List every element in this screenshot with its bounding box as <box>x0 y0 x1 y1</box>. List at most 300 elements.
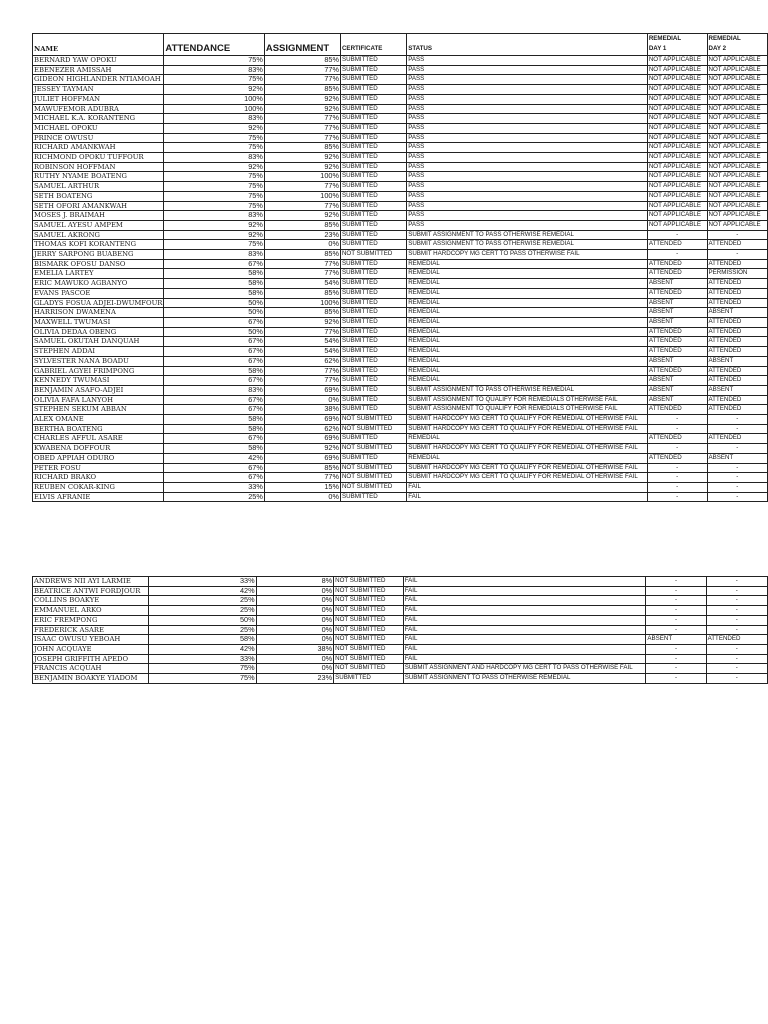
table-row <box>33 395 768 405</box>
remedial-day-2-cell: NOT APPLICABLE <box>707 220 768 230</box>
remedial-day-1-cell: NOT APPLICABLE <box>647 162 707 172</box>
remedial-day-1-cell: NOT APPLICABLE <box>647 75 707 85</box>
table-row <box>33 337 768 347</box>
status-cell: REMEDIAL <box>407 279 648 289</box>
assignment-cell: 85% <box>264 85 340 95</box>
status-cell: FAIL <box>403 606 646 616</box>
status-cell: REMEDIAL <box>407 434 648 444</box>
status-cell: FAIL <box>403 625 646 635</box>
table-row <box>33 453 768 463</box>
remedial-day-2-cell: ABSENT <box>707 385 768 395</box>
remedial-day-2-cell: NOT APPLICABLE <box>707 75 768 85</box>
student-name-cell: MAXWELL TWUMASI <box>33 317 164 327</box>
attendance-cell: 50% <box>164 308 264 318</box>
status-cell: PASS <box>407 133 648 143</box>
remedial-day-1-cell: ATTENDED <box>647 240 707 250</box>
attendance-cell: 67% <box>164 376 264 386</box>
status-cell: REMEDIAL <box>407 366 648 376</box>
certificate-cell: NOT SUBMITTED <box>334 577 404 587</box>
remedial-day-1-cell: ATTENDED <box>647 269 707 279</box>
remedial-day-2-cell: ATTENDED <box>707 259 768 269</box>
student-name-cell: SETH BOATENG <box>33 191 164 201</box>
remedial-day-1-cell: NOT APPLICABLE <box>647 65 707 75</box>
attendance-cell: 50% <box>148 615 256 625</box>
table-row <box>33 415 768 425</box>
remedial-day-2-cell: - <box>706 674 767 684</box>
remedial-day-1-cell: ATTENDED <box>647 405 707 415</box>
remedial-day-2-cell: - <box>706 625 767 635</box>
assignment-cell: 54% <box>264 279 340 289</box>
remedial-day-2-cell: ATTENDED <box>707 317 768 327</box>
assignment-cell: 54% <box>264 337 340 347</box>
certificate-cell: SUBMITTED <box>340 434 406 444</box>
table-row <box>33 104 768 114</box>
certificate-cell: SUBMITTED <box>340 201 406 211</box>
table-row <box>33 85 768 95</box>
assignment-cell: 77% <box>264 366 340 376</box>
assignment-cell: 77% <box>264 269 340 279</box>
certificate-cell: SUBMITTED <box>340 94 406 104</box>
certificate-cell: SUBMITTED <box>340 337 406 347</box>
remedial-day-2-cell: ABSENT <box>707 453 768 463</box>
student-name-cell: BERNARD YAW OPOKU <box>33 56 164 66</box>
student-name-cell: JOHN ACQUAYE <box>33 644 149 654</box>
table-row <box>33 114 768 124</box>
table-row <box>33 366 768 376</box>
status-cell: SUBMIT HARDCOPY MG CERT TO QUALIFY FOR REMEDIAL OTHERWISE FAIL <box>407 463 648 473</box>
certificate-cell: SUBMITTED <box>340 114 406 124</box>
remedial-day-1-cell: ATTENDED <box>647 434 707 444</box>
header-remedial-day-1-line1: REMEDIAL <box>648 35 682 42</box>
assignment-cell: 0% <box>256 615 334 625</box>
remedial-day-2-cell: - <box>706 596 767 606</box>
remedial-day-1-cell: - <box>647 250 707 260</box>
remedial-day-2-cell: - <box>706 606 767 616</box>
remedial-day-2-cell: ATTENDED <box>707 279 768 289</box>
table-row <box>33 56 768 66</box>
student-name-cell: PRINCE OWUSU <box>33 133 164 143</box>
certificate-cell: SUBMITTED <box>340 308 406 318</box>
remedial-day-2-cell: NOT APPLICABLE <box>707 153 768 163</box>
certificate-cell: SUBMITTED <box>340 143 406 153</box>
certificate-cell: SUBMITTED <box>340 298 406 308</box>
status-cell: REMEDIAL <box>407 337 648 347</box>
remedial-day-2-cell: - <box>707 424 768 434</box>
assignment-cell: 62% <box>264 424 340 434</box>
table-row <box>33 308 768 318</box>
remedial-day-2-cell: NOT APPLICABLE <box>707 172 768 182</box>
table-row <box>33 347 768 357</box>
status-cell: REMEDIAL <box>407 259 648 269</box>
status-cell: SUBMIT ASSIGNMENT TO PASS OTHERWISE REMEDIAL <box>403 674 646 684</box>
status-cell: FAIL <box>403 644 646 654</box>
assignment-cell: 77% <box>264 327 340 337</box>
student-name-cell: ISAAC OWUSU YEBOAH <box>33 635 149 645</box>
status-cell: SUBMIT ASSIGNMENT AND HARDCOPY MG CERT TO PASS OTHERWISE FAIL <box>403 664 646 674</box>
remedial-day-1-cell: - <box>647 424 707 434</box>
remedial-day-1-cell: ABSENT <box>647 385 707 395</box>
student-name-cell: ALEX OMANE <box>33 415 164 425</box>
status-cell: REMEDIAL <box>407 356 648 366</box>
student-name-cell: JOSEPH GRIFFITH APEDO <box>33 654 149 664</box>
certificate-cell: SUBMITTED <box>340 453 406 463</box>
remedial-day-1-cell: - <box>646 596 706 606</box>
student-name-cell: MOSES J. BRAIMAH <box>33 211 164 221</box>
student-name-cell: ERIC MAWUKO AGBANYO <box>33 279 164 289</box>
attendance-cell: 67% <box>164 347 264 357</box>
remedial-day-2-cell: - <box>707 463 768 473</box>
status-cell: REMEDIAL <box>407 327 648 337</box>
certificate-cell: SUBMITTED <box>340 162 406 172</box>
attendance-cell: 42% <box>148 644 256 654</box>
status-cell: REMEDIAL <box>407 269 648 279</box>
results-table-extra <box>32 576 768 684</box>
student-name-cell: GLADYS FOSUA ADJEI-DWUMFOUR <box>34 298 163 307</box>
certificate-cell: NOT SUBMITTED <box>340 424 406 434</box>
table-row <box>33 327 768 337</box>
table-row <box>33 615 768 625</box>
remedial-day-2-cell: ATTENDED <box>707 366 768 376</box>
assignment-cell: 77% <box>264 182 340 192</box>
remedial-day-2-cell: NOT APPLICABLE <box>707 143 768 153</box>
certificate-cell: SUBMITTED <box>340 356 406 366</box>
header-remedial-day-2 <box>707 34 768 56</box>
attendance-cell: 25% <box>148 596 256 606</box>
certificate-cell: SUBMITTED <box>340 65 406 75</box>
student-name-cell: CHARLES AFFUL ASARE <box>33 434 164 444</box>
status-cell: FAIL <box>403 596 646 606</box>
attendance-cell: 83% <box>164 250 264 260</box>
attendance-cell: 33% <box>164 482 264 492</box>
remedial-day-1-cell: ABSENT <box>647 356 707 366</box>
results-table-main <box>32 33 768 502</box>
assignment-cell: 23% <box>264 230 340 240</box>
student-name-cell: RICHARD AMANKWAH <box>33 143 164 153</box>
attendance-cell: 75% <box>164 143 264 153</box>
remedial-day-2-cell: - <box>706 644 767 654</box>
remedial-day-1-cell: NOT APPLICABLE <box>647 220 707 230</box>
status-cell: PASS <box>407 182 648 192</box>
certificate-cell: SUBMITTED <box>340 376 406 386</box>
student-name-cell: OLIVIA DEDAA OBENG <box>33 327 164 337</box>
remedial-day-1-cell: ATTENDED <box>647 453 707 463</box>
student-name-cell: MAWUFEMOR ADUBRA <box>33 104 164 114</box>
attendance-cell: 75% <box>164 182 264 192</box>
table-row <box>33 463 768 473</box>
student-name-cell: EVANS PASCOE <box>33 288 164 298</box>
remedial-day-2-cell: ATTENDED <box>707 288 768 298</box>
attendance-cell: 58% <box>164 288 264 298</box>
student-name-cell: FREDERICK ASARE <box>33 625 149 635</box>
certificate-cell: SUBMITTED <box>340 317 406 327</box>
attendance-cell: 67% <box>164 317 264 327</box>
assignment-cell: 0% <box>256 596 334 606</box>
attendance-cell: 33% <box>148 654 256 664</box>
table-row <box>33 434 768 444</box>
attendance-cell: 33% <box>148 577 256 587</box>
header-name: NAME <box>33 34 164 56</box>
assignment-cell: 77% <box>264 123 340 133</box>
assignment-cell: 92% <box>264 104 340 114</box>
attendance-cell: 83% <box>164 65 264 75</box>
student-name-cell: OLIVIA FAFA LANYOH <box>33 395 164 405</box>
remedial-day-1-cell: - <box>647 463 707 473</box>
student-name-cell: BEATRICE ANTWI FORDJOUR <box>33 586 149 596</box>
table-row <box>33 492 768 502</box>
remedial-day-1-cell: NOT APPLICABLE <box>647 133 707 143</box>
remedial-day-1-cell: ATTENDED <box>647 347 707 357</box>
remedial-day-2-cell: ATTENDED <box>707 240 768 250</box>
certificate-cell: SUBMITTED <box>340 230 406 240</box>
status-cell: REMEDIAL <box>407 376 648 386</box>
certificate-cell: SUBMITTED <box>340 133 406 143</box>
remedial-day-2-cell: NOT APPLICABLE <box>707 123 768 133</box>
remedial-day-2-cell: NOT APPLICABLE <box>707 201 768 211</box>
certificate-cell: NOT SUBMITTED <box>340 482 406 492</box>
remedial-day-1-cell: NOT APPLICABLE <box>647 153 707 163</box>
table-row <box>33 586 768 596</box>
assignment-cell: 0% <box>256 625 334 635</box>
remedial-day-1-cell: NOT APPLICABLE <box>647 94 707 104</box>
remedial-day-1-cell: ATTENDED <box>647 337 707 347</box>
attendance-cell: 92% <box>164 123 264 133</box>
student-name-cell: HARRISON DWAMENA <box>33 308 164 318</box>
status-cell: SUBMIT HARDCOPY MG CERT TO QUALIFY FOR REMEDIAL OTHERWISE FAIL <box>407 444 648 454</box>
table-row <box>33 259 768 269</box>
student-name-cell: GABRIEL AGYEI FRIMPONG <box>33 366 164 376</box>
remedial-day-1-cell: ABSENT <box>647 279 707 289</box>
certificate-cell: NOT SUBMITTED <box>340 463 406 473</box>
status-cell: REMEDIAL <box>407 347 648 357</box>
student-name-cell: COLLINS BOAKYE <box>33 596 149 606</box>
student-name-cell: MICHAEL K.A. KORANTENG <box>33 114 164 124</box>
attendance-cell: 67% <box>164 337 264 347</box>
remedial-day-1-cell: ABSENT <box>647 317 707 327</box>
table-row <box>33 674 768 684</box>
remedial-day-1-cell: - <box>647 415 707 425</box>
student-name-cell: KENNEDY TWUMASI <box>33 376 164 386</box>
assignment-cell: 69% <box>264 434 340 444</box>
remedial-day-2-cell: ATTENDED <box>707 434 768 444</box>
student-name-cell: MICHAEL OPOKU <box>33 123 164 133</box>
certificate-cell: NOT SUBMITTED <box>334 625 404 635</box>
remedial-day-1-cell: NOT APPLICABLE <box>647 201 707 211</box>
certificate-cell: SUBMITTED <box>340 366 406 376</box>
assignment-cell: 77% <box>264 133 340 143</box>
student-name-cell: SETH OFORI AMANKWAH <box>33 201 164 211</box>
remedial-day-1-cell: ABSENT <box>647 395 707 405</box>
remedial-day-1-cell: NOT APPLICABLE <box>647 191 707 201</box>
remedial-day-2-cell: - <box>707 415 768 425</box>
status-cell: REMEDIAL <box>407 288 648 298</box>
assignment-cell: 0% <box>264 395 340 405</box>
attendance-cell: 67% <box>164 463 264 473</box>
certificate-cell: NOT SUBMITTED <box>334 644 404 654</box>
table-row <box>33 317 768 327</box>
attendance-cell: 67% <box>164 395 264 405</box>
student-name-cell: BENJAMIN ASAFO-ADJEI <box>33 385 164 395</box>
table-row <box>33 577 768 587</box>
assignment-cell: 92% <box>264 444 340 454</box>
status-cell: PASS <box>407 114 648 124</box>
attendance-cell: 75% <box>164 172 264 182</box>
assignment-cell: 0% <box>256 664 334 674</box>
assignment-cell: 100% <box>264 191 340 201</box>
table-row <box>33 644 768 654</box>
remedial-day-1-cell: - <box>647 492 707 502</box>
attendance-cell: 58% <box>164 444 264 454</box>
certificate-cell: SUBMITTED <box>340 211 406 221</box>
table-row <box>33 356 768 366</box>
remedial-day-2-cell: NOT APPLICABLE <box>707 182 768 192</box>
assignment-cell: 38% <box>256 644 334 654</box>
certificate-cell: SUBMITTED <box>334 674 404 684</box>
remedial-day-2-cell: ATTENDED <box>707 405 768 415</box>
status-cell: FAIL <box>403 586 646 596</box>
table-row <box>33 250 768 260</box>
attendance-cell: 83% <box>164 385 264 395</box>
remedial-day-1-cell: - <box>646 654 706 664</box>
remedial-day-2-cell: NOT APPLICABLE <box>707 65 768 75</box>
attendance-cell: 42% <box>164 453 264 463</box>
remedial-day-1-cell: ABSENT <box>647 298 707 308</box>
attendance-cell: 67% <box>164 434 264 444</box>
table-row <box>33 269 768 279</box>
remedial-day-2-cell: ATTENDED <box>707 337 768 347</box>
attendance-cell: 92% <box>164 230 264 240</box>
certificate-cell: SUBMITTED <box>340 347 406 357</box>
status-cell: FAIL <box>403 577 646 587</box>
assignment-cell: 77% <box>264 65 340 75</box>
remedial-day-1-cell: ATTENDED <box>647 288 707 298</box>
status-cell: PASS <box>407 153 648 163</box>
assignment-cell: 85% <box>264 308 340 318</box>
remedial-day-1-cell: NOT APPLICABLE <box>647 114 707 124</box>
status-cell: PASS <box>407 220 648 230</box>
attendance-cell: 75% <box>164 75 264 85</box>
assignment-cell: 77% <box>264 259 340 269</box>
attendance-cell: 92% <box>164 220 264 230</box>
assignment-cell: 54% <box>264 347 340 357</box>
certificate-cell: NOT SUBMITTED <box>340 444 406 454</box>
attendance-cell: 67% <box>164 259 264 269</box>
student-name-cell: FRANCIS ACQUAH <box>33 664 149 674</box>
header-remedial-day-2-line2: DAY 2 <box>708 45 727 52</box>
attendance-cell: 75% <box>164 240 264 250</box>
attendance-cell: 75% <box>164 56 264 66</box>
table-row <box>33 201 768 211</box>
header-assignment: ASSIGNMENT <box>264 34 340 56</box>
main-table-body <box>33 56 768 502</box>
table-row <box>33 240 768 250</box>
certificate-cell: SUBMITTED <box>340 104 406 114</box>
attendance-cell: 58% <box>148 635 256 645</box>
table-row <box>33 172 768 182</box>
certificate-cell: NOT SUBMITTED <box>334 635 404 645</box>
certificate-cell: NOT SUBMITTED <box>334 654 404 664</box>
remedial-day-2-cell: ABSENT <box>707 308 768 318</box>
table-row <box>33 133 768 143</box>
attendance-cell: 100% <box>164 94 264 104</box>
status-cell: SUBMIT HARDCOPY MG CERT TO QUALIFY FOR REMEDIAL OTHERWISE FAIL <box>407 424 648 434</box>
remedial-day-1-cell: NOT APPLICABLE <box>647 143 707 153</box>
status-cell: REMEDIAL <box>407 317 648 327</box>
remedial-day-2-cell: - <box>707 473 768 483</box>
assignment-cell: 38% <box>264 405 340 415</box>
header-remedial-day-1 <box>647 34 707 56</box>
assignment-cell: 77% <box>264 75 340 85</box>
remedial-day-1-cell: - <box>646 674 706 684</box>
student-name-cell: PETER FOSU <box>33 463 164 473</box>
status-cell: FAIL <box>407 492 648 502</box>
remedial-day-2-cell: NOT APPLICABLE <box>707 104 768 114</box>
student-name-cell: KWABENA DOFFOUR <box>33 444 164 454</box>
table-row <box>33 143 768 153</box>
student-name-cell: STEPHEN SEKUM ABBAN <box>33 405 164 415</box>
certificate-cell: SUBMITTED <box>340 385 406 395</box>
assignment-cell: 92% <box>264 211 340 221</box>
certificate-cell: SUBMITTED <box>340 172 406 182</box>
assignment-cell: 0% <box>264 240 340 250</box>
assignment-cell: 85% <box>264 463 340 473</box>
header-remedial-day-1-line2: DAY 1 <box>648 45 667 52</box>
remedial-day-2-cell: NOT APPLICABLE <box>707 211 768 221</box>
remedial-day-1-cell: - <box>646 664 706 674</box>
assignment-cell: 100% <box>264 298 340 308</box>
header-remedial-day-2-line1: REMEDIAL <box>708 35 741 42</box>
table-row <box>33 75 768 85</box>
student-name-cell: STEPHEN ADDAI <box>33 347 164 357</box>
student-name-cell: BISMARK OFOSU DANSO <box>33 259 164 269</box>
certificate-cell: SUBMITTED <box>340 492 406 502</box>
remedial-day-1-cell: NOT APPLICABLE <box>647 182 707 192</box>
status-cell: REMEDIAL <box>407 298 648 308</box>
assignment-cell: 8% <box>256 577 334 587</box>
certificate-cell: SUBMITTED <box>340 220 406 230</box>
assignment-cell: 85% <box>264 220 340 230</box>
status-cell: SUBMIT HARDCOPY MG CERT TO QUALIFY FOR REMEDIAL OTHERWISE FAIL <box>407 473 648 483</box>
student-name-cell: SAMUEL ARTHUR <box>33 182 164 192</box>
remedial-day-1-cell: - <box>646 606 706 616</box>
table-row <box>33 482 768 492</box>
certificate-cell: SUBMITTED <box>340 75 406 85</box>
student-name-cell: RICHMOND OPOKU TUFFOUR <box>33 153 164 163</box>
table-row <box>33 596 768 606</box>
remedial-day-1-cell: ATTENDED <box>647 366 707 376</box>
certificate-cell: SUBMITTED <box>340 405 406 415</box>
student-name-cell: BENJAMIN BOAKYE YIADOM <box>33 674 149 684</box>
status-cell: PASS <box>407 143 648 153</box>
remedial-day-1-cell: - <box>646 625 706 635</box>
attendance-cell: 83% <box>164 114 264 124</box>
status-cell: SUBMIT HARDCOPY MG CERT TO PASS OTHERWISE FAIL <box>407 250 648 260</box>
remedial-day-2-cell: NOT APPLICABLE <box>707 56 768 66</box>
header-certificate: CERTIFICATE <box>340 34 406 56</box>
attendance-cell: 25% <box>148 606 256 616</box>
remedial-day-1-cell: - <box>647 482 707 492</box>
assignment-cell: 0% <box>256 606 334 616</box>
remedial-day-2-cell: ATTENDED <box>706 635 767 645</box>
remedial-day-1-cell: - <box>646 577 706 587</box>
table-row <box>33 220 768 230</box>
certificate-cell: NOT SUBMITTED <box>334 615 404 625</box>
certificate-cell: SUBMITTED <box>340 269 406 279</box>
remedial-day-2-cell: NOT APPLICABLE <box>707 133 768 143</box>
table-row <box>33 211 768 221</box>
remedial-day-2-cell: - <box>707 482 768 492</box>
table-row <box>33 279 768 289</box>
assignment-cell: 77% <box>264 473 340 483</box>
